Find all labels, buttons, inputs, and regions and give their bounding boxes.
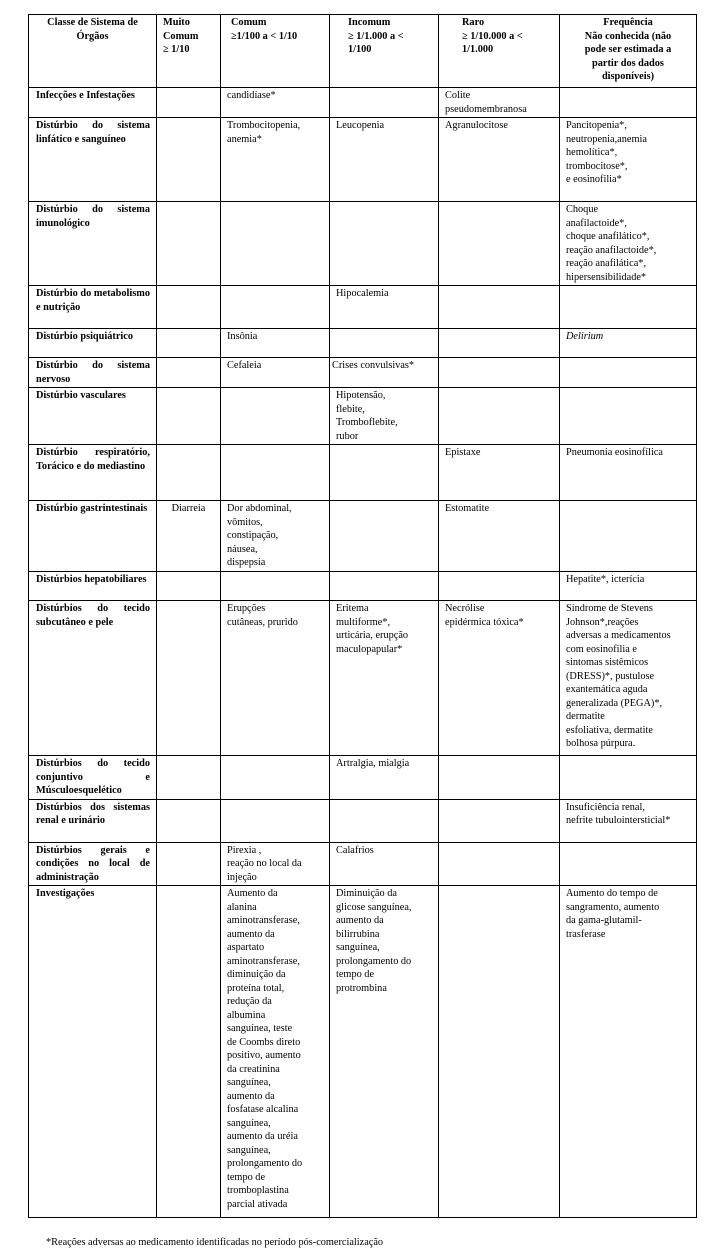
frequency-cell-unknown [560, 118, 697, 202]
frequency-cell-rare [439, 445, 560, 501]
frequency-cell-unknown [560, 202, 697, 286]
frequency-cell-unknown [560, 358, 697, 388]
cell-line: Calafrios [336, 844, 374, 856]
adverse-reactions-table-container [28, 14, 696, 1248]
organ-class-cell: Distúrbios dos sistemas renal e urinário [29, 799, 157, 842]
table-row [29, 388, 697, 445]
organ-class-cell: Distúrbios gerais e condições no local de administração [29, 842, 157, 886]
cell-line: positivo, aumento [227, 1050, 301, 1061]
cell-line: neutropenia,anemia [566, 133, 647, 145]
header-rare-line: ≥ 1/10.000 a < [462, 30, 523, 42]
cell-line: albumina [227, 1009, 266, 1021]
frequency-cell-common [221, 88, 330, 118]
frequency-cell-very-common [157, 118, 221, 202]
organ-class-cell: Distúrbio gastrintestinais [29, 501, 157, 572]
cell-line: aminotransferase, [227, 915, 300, 926]
frequency-cell-uncommon [330, 842, 439, 886]
frequency-cell-uncommon [330, 329, 439, 358]
cell-line: trasferase [566, 928, 606, 940]
cell-line: Eritema [336, 603, 369, 614]
organ-class-cell: Distúrbio do sistema linfático e sanguíneo [29, 118, 157, 202]
frequency-cell-common [221, 358, 330, 388]
cell-line: Colite [445, 90, 471, 101]
organ-class-cell: Distúrbios hepatobiliares [29, 572, 157, 601]
table-row [29, 358, 697, 388]
frequency-cell-unknown [560, 842, 697, 886]
table-row [29, 88, 697, 118]
frequency-cell-uncommon [330, 886, 439, 1218]
cell-line: urticária, erupção [336, 630, 409, 641]
frequency-cell-very-common [157, 799, 221, 842]
organ-class-cell: Infecções e Infestações [29, 88, 157, 118]
header-soc-text: Classe de Sistema de Órgãos [47, 17, 138, 42]
cell-line: choque anafilático*, [566, 231, 650, 242]
organ-class-cell: Distúrbio do sistema nervoso [29, 358, 157, 388]
frequency-cell-very-common [157, 329, 221, 358]
table-row [29, 286, 697, 329]
cell-line: esfoliativa, dermatite [566, 724, 653, 736]
cell-line: hemolítica*, [566, 147, 618, 158]
frequency-cell-very-common [157, 286, 221, 329]
frequency-cell-uncommon [330, 118, 439, 202]
frequency-cell-rare [439, 329, 560, 358]
cell-line: Dor abdominal, [227, 503, 292, 514]
cell-line: da creatinina [227, 1063, 280, 1075]
cell-line: reação no local da [227, 858, 302, 869]
cell-line: Aumento do tempo de [566, 888, 658, 899]
table-row [29, 572, 697, 601]
cell-line: fosfatase alcalina [227, 1104, 299, 1115]
frequency-cell-rare [439, 756, 560, 800]
frequency-cell-common [221, 756, 330, 800]
frequency-cell-common [221, 286, 330, 329]
header-uncommon-line: 1/100 [348, 44, 372, 55]
cell-line: anemia* [227, 133, 262, 145]
header-very-common [157, 15, 221, 88]
frequency-cell-uncommon [330, 756, 439, 800]
frequency-cell-common [221, 202, 330, 286]
cell-line: tromboplastina [227, 1185, 289, 1196]
cell-line: tempo de [227, 1171, 266, 1183]
cell-line: hipersensibilidade* [566, 271, 647, 283]
frequency-cell-unknown [560, 445, 697, 501]
cell-line: Epistaxe [445, 447, 481, 458]
cell-line: Pneumonia eosinofílica [566, 447, 663, 458]
cell-line: Choque [566, 204, 599, 215]
table-row [29, 118, 697, 202]
frequency-cell-unknown [560, 601, 697, 756]
header-rare [439, 15, 560, 88]
table-row [29, 886, 697, 1218]
header-unknown-line: Frequência [603, 17, 653, 28]
frequency-cell-unknown [560, 501, 697, 572]
cell-line: (DRESS)*, pustulose [566, 670, 655, 682]
frequency-cell-rare [439, 886, 560, 1218]
cell-line: sangramento, aumento [566, 901, 660, 913]
cell-line: Artralgia, mialgia [336, 758, 410, 769]
frequency-cell-rare [439, 118, 560, 202]
header-unknown [560, 15, 697, 88]
cell-line: dermatite [566, 711, 605, 722]
cell-line: adversas a medicamentos [566, 630, 671, 641]
cell-line: prolongamento do [336, 955, 412, 967]
frequency-cell-very-common [157, 501, 221, 572]
frequency-cell-uncommon [330, 358, 439, 388]
frequency-cell-uncommon [330, 202, 439, 286]
cell-line: injeção [227, 871, 257, 883]
cell-line: sanguínea, teste [227, 1023, 293, 1034]
header-rare-line: 1/1.000 [462, 44, 494, 55]
cell-line: prolongamento do [227, 1158, 303, 1169]
cell-line: vômitos, [227, 516, 263, 528]
frequency-cell-very-common [157, 88, 221, 118]
header-uncommon-line: Incomum [348, 17, 391, 28]
frequency-cell-very-common [157, 886, 221, 1218]
cell-line: dispepsia [227, 557, 266, 568]
frequency-cell-uncommon [330, 88, 439, 118]
cell-line: sintomas sistêmicos [566, 657, 649, 668]
organ-class-cell: Distúrbio vasculares [29, 388, 157, 445]
frequency-cell-rare [439, 358, 560, 388]
frequency-cell-unknown [560, 88, 697, 118]
cell-line: cutâneas, prurido [227, 616, 298, 628]
frequency-cell-unknown [560, 886, 697, 1218]
header-row [29, 15, 697, 88]
cell-line: reação anafilactoide*, [566, 244, 657, 256]
cell-line: de Coombs direto [227, 1036, 301, 1048]
frequency-cell-common [221, 329, 330, 358]
frequency-cell-uncommon [330, 572, 439, 601]
cell-line: Hepatite*, icterícia [566, 574, 645, 585]
header-common-line: Comum [231, 17, 267, 28]
cell-line: reação anafilática*, [566, 258, 647, 269]
frequency-cell-unknown [560, 329, 697, 358]
cell-line: sanguínea, [227, 1077, 271, 1088]
frequency-cell-very-common [157, 756, 221, 800]
cell-line: flebite, [336, 403, 365, 415]
organ-class-cell: Distúrbio do metabolismo e nutrição [29, 286, 157, 329]
organ-class-cell: Distúrbios do tecido conjuntivo e Músculoesquelético [29, 756, 157, 800]
frequency-cell-common [221, 886, 330, 1218]
cell-line: Hipocalemia [336, 288, 389, 299]
cell-line: Hipotensão, [336, 390, 386, 401]
frequency-cell-rare [439, 388, 560, 445]
footnote: *Reações adversas ao medicamento identificadas no período pós-comercialização [46, 1237, 384, 1248]
table-row [29, 329, 697, 358]
frequency-cell-unknown [560, 286, 697, 329]
header-unknown-line: Não conhecida (não [584, 30, 672, 42]
header-common [221, 15, 330, 88]
frequency-cell-very-common [157, 445, 221, 501]
cell-line: Delirium [566, 331, 604, 342]
table-row [29, 756, 697, 800]
header-unknown-line: partir dos dados [592, 57, 664, 69]
frequency-cell-very-common [157, 572, 221, 601]
cell-line: sanguínea, [227, 1144, 271, 1156]
cell-line: com eosinofilia e [566, 643, 637, 655]
cell-line: aumento da [227, 928, 275, 940]
frequency-cell-unknown [560, 572, 697, 601]
frequency-cell-rare [439, 501, 560, 572]
cell-line: diminuição da [227, 969, 286, 980]
cell-line: Cefaleia [227, 360, 262, 371]
cell-line: protrombina [336, 982, 387, 994]
cell-line: exantemática aguda [566, 684, 648, 695]
cell-line: proteína total, [227, 982, 285, 994]
table-row [29, 202, 697, 286]
cell-line: náusea, [227, 543, 258, 555]
cell-line: Estomatite [445, 503, 490, 514]
cell-line: da gama-glutamil- [566, 915, 642, 926]
frequency-cell-very-common [157, 601, 221, 756]
cell-line: candidíase* [227, 90, 276, 101]
table-body [29, 88, 697, 1218]
cell-line: Insuficiência renal, [566, 801, 645, 813]
frequency-cell-very-common [157, 842, 221, 886]
header-common-line: ≥1/100 a < 1/10 [231, 30, 298, 42]
cell-line: multiforme*, [336, 616, 391, 628]
cell-line: aumento da [336, 915, 384, 926]
frequency-cell-common [221, 572, 330, 601]
cell-line: tempo de [336, 969, 375, 980]
table-row [29, 601, 697, 756]
table-row [29, 842, 697, 886]
adverse-reactions-table [28, 14, 697, 1218]
cell-line: Pirexia , [227, 844, 262, 856]
table-row [29, 799, 697, 842]
cell-line: glicose sanguínea, [336, 901, 412, 913]
frequency-cell-uncommon [330, 799, 439, 842]
frequency-cell-uncommon [330, 286, 439, 329]
frequency-cell-common [221, 799, 330, 842]
cell-line: maculopapular* [336, 643, 403, 655]
cell-line: Trombocitopenia, [227, 120, 301, 131]
cell-line: e eosinofilia* [566, 174, 622, 185]
frequency-cell-common [221, 842, 330, 886]
header-very-common-line: ≥ 1/10 [163, 44, 190, 55]
header-unknown-line: pode ser estimada a [584, 44, 672, 55]
organ-class-cell: Distúrbio respiratório, Torácico e do mediastino [29, 445, 157, 501]
frequency-cell-uncommon [330, 388, 439, 445]
cell-line: sanguínea, [336, 942, 380, 953]
cell-line: trombocitose*, [566, 160, 628, 172]
frequency-cell-uncommon [330, 445, 439, 501]
frequency-cell-unknown [560, 799, 697, 842]
table-row [29, 445, 697, 501]
cell-line: Síndrome de Stevens [566, 603, 653, 614]
cell-line: bilirrubina [336, 928, 380, 940]
cell-line: bolhosa púrpura. [566, 738, 636, 749]
cell-line: Erupções [227, 603, 266, 614]
header-uncommon [330, 15, 439, 88]
frequency-cell-unknown [560, 756, 697, 800]
frequency-cell-common [221, 501, 330, 572]
cell-line: sanguínea, [227, 1117, 271, 1129]
cell-line: epidérmica tóxica* [445, 616, 524, 628]
cell-line: alanina [227, 901, 257, 913]
frequency-cell-uncommon [330, 601, 439, 756]
cell-line: Agranulocitose [445, 120, 508, 131]
frequency-cell-common [221, 601, 330, 756]
cell-line: anafilactoide*, [566, 217, 627, 229]
cell-line: nefrite tubulointersticial* [566, 815, 671, 826]
frequency-cell-rare [439, 799, 560, 842]
header-uncommon-line: ≥ 1/1.000 a < [348, 30, 404, 42]
cell-line: Johnson*,reações [566, 616, 639, 628]
cell-line: aumento da [227, 1090, 275, 1102]
cell-line: Leucopenia [336, 120, 385, 131]
cell-line: Diminuição da [336, 888, 397, 899]
cell-line: Crises convulsivas* [332, 360, 415, 371]
header-unknown-line: disponíveis) [601, 71, 655, 82]
frequency-cell-rare [439, 601, 560, 756]
cell-line: generalizada (PEGA)*, [566, 697, 663, 709]
frequency-cell-rare [439, 202, 560, 286]
frequency-cell-rare [439, 88, 560, 118]
header-very-common-line: Comum [163, 30, 199, 42]
frequency-cell-very-common [157, 388, 221, 445]
header-rare-line: Raro [462, 17, 485, 28]
frequency-cell-very-common [157, 202, 221, 286]
cell-line: Insônia [227, 331, 258, 342]
frequency-cell-unknown [560, 388, 697, 445]
cell-line: parcial ativada [227, 1198, 288, 1210]
cell-line: redução da [227, 996, 272, 1007]
cell-line: constipação, [227, 530, 279, 541]
frequency-cell-common [221, 445, 330, 501]
frequency-cell-common [221, 118, 330, 202]
cell-line: pseudomembranosa [445, 103, 527, 115]
frequency-cell-common [221, 388, 330, 445]
header-soc [29, 15, 157, 88]
cell-line: rubor [336, 430, 359, 442]
organ-class-cell: Distúrbio do sistema imunológico [29, 202, 157, 286]
header-very-common-line: Muito [163, 17, 190, 28]
cell-line: aumento da uréia [227, 1131, 298, 1142]
frequency-cell-uncommon [330, 501, 439, 572]
organ-class-cell: Distúrbio psiquiátrico [29, 329, 157, 358]
cell-line: Aumento da [227, 888, 278, 899]
organ-class-cell: Distúrbios do tecido subcutâneo e pele [29, 601, 157, 756]
frequency-cell-rare [439, 572, 560, 601]
cell-line: Diarreia [171, 503, 206, 514]
cell-line: Pancitopenia*, [566, 120, 627, 131]
cell-line: aspartato [227, 942, 265, 953]
cell-line: Tromboflebite, [336, 417, 398, 428]
frequency-cell-very-common [157, 358, 221, 388]
cell-line: aminotransferase, [227, 955, 300, 967]
organ-class-cell: Investigações [29, 886, 157, 1218]
frequency-cell-rare [439, 286, 560, 329]
cell-line: Necrólise [445, 603, 485, 614]
frequency-cell-rare [439, 842, 560, 886]
table-row [29, 501, 697, 572]
